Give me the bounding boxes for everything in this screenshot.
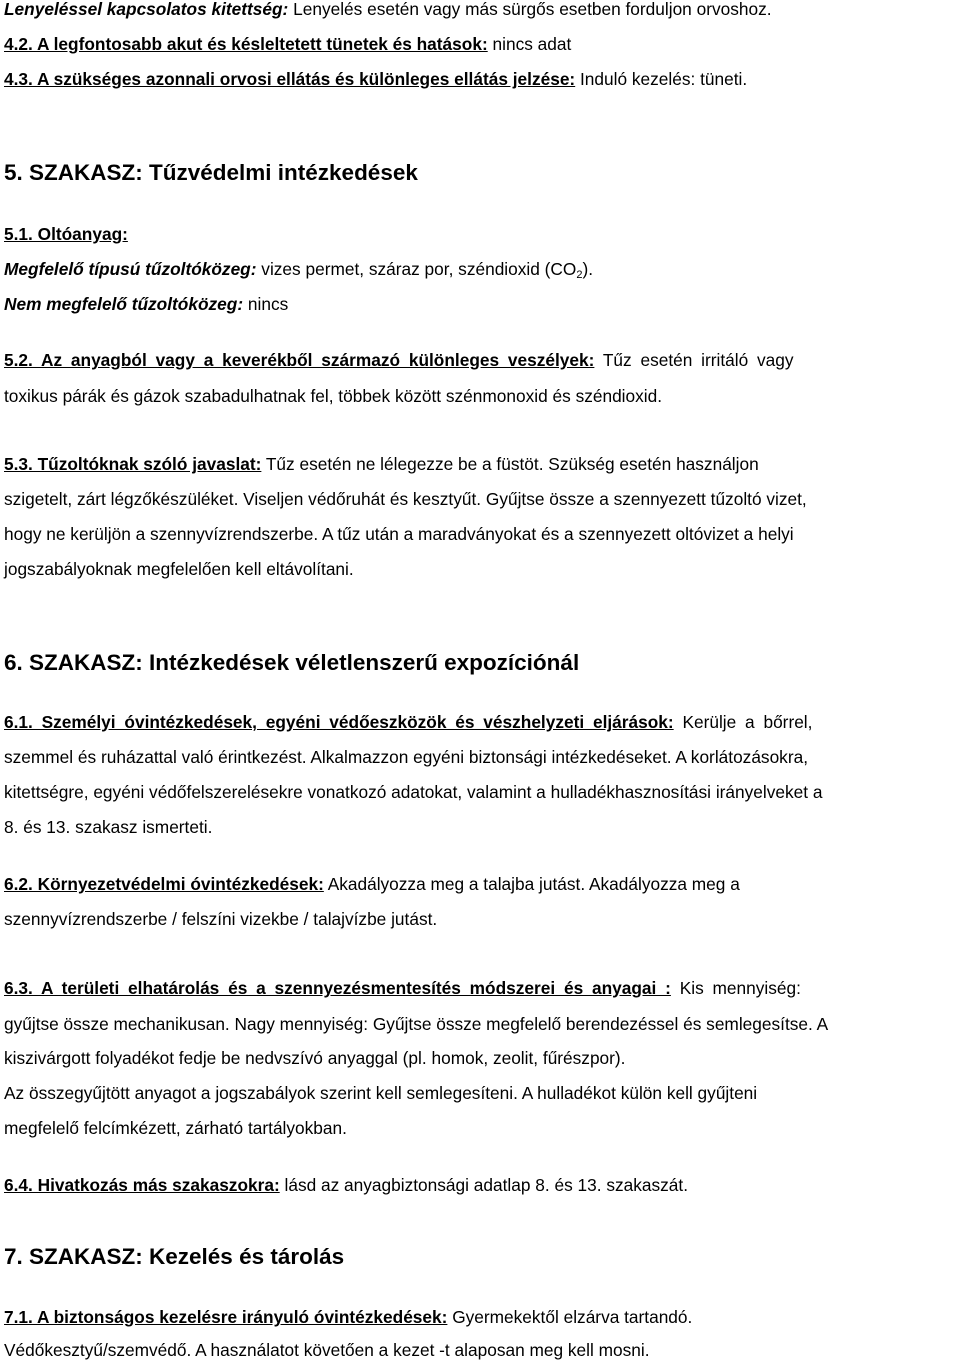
section-6-3-line-5: megfelelő felcímkézett, zárható tartályokban. bbox=[4, 1118, 347, 1138]
section-5-3 bbox=[4, 453, 759, 475]
exposure-line bbox=[4, 0, 772, 20]
section-6-4-text: lásd az anyagbiztonsági adatlap 8. és 13. szakaszát. bbox=[279, 1175, 688, 1195]
section-4-2-heading: 4.2. A legfontosabb akut és késleltetett tünetek és hatások: bbox=[4, 34, 488, 54]
section-7-title: 7. SZAKASZ: Kezelés és tárolás bbox=[4, 1244, 345, 1269]
section-7-1 bbox=[4, 1306, 692, 1328]
section-5-1-heading bbox=[4, 223, 128, 245]
section-6-1-heading: 6.1. Személyi óvintézkedések, egyéni védőeszközök és vészhelyzeti eljárások: bbox=[4, 712, 674, 732]
suitable-media-label: Megfelelő típusú tűzoltóközeg: bbox=[4, 259, 257, 279]
section-5-2-heading: 5.2. Az anyagból vagy a keverékből származó különleges veszélyek: bbox=[4, 350, 595, 370]
section-5-3-heading: 5.3. Tűzoltóknak szóló javaslat: bbox=[4, 454, 262, 474]
section-7-1-heading: 7.1. A biztonságos kezelésre irányuló óvintézkedések: bbox=[4, 1307, 448, 1327]
section-6-3 bbox=[4, 977, 801, 999]
section-7-1-line-2: Védőkesztyű/szemvédő. A használatot követően a kezet -t alaposan meg kell mosni. bbox=[4, 1340, 650, 1360]
section-6-3-line-2: gyűjtse össze mechanikusan. Nagy mennyiség: Gyűjtse össze megfelelő berendezéssel és semlegesítse. A bbox=[4, 1014, 829, 1034]
section-6-2-line-2: szennyvízrendszerbe / felszíni vizekbe / talajvízbe jutást. bbox=[4, 909, 438, 929]
section-6-2-text: Akadályozza meg a talajba jutást. Akadályozza meg a bbox=[323, 874, 740, 894]
unsuitable-media-text: nincs bbox=[243, 294, 289, 314]
section-4-2 bbox=[4, 33, 571, 55]
section-5-2-text: Tűz esetén irritáló vagy bbox=[594, 350, 794, 370]
unsuitable-media-label: Nem megfelelő tűzoltóközeg: bbox=[4, 294, 244, 314]
section-6-2-heading: 6.2. Környezetvédelmi óvintézkedések: bbox=[4, 874, 324, 894]
section-6-1-line-2: szemmel és ruházattal való érintkezést. Alkalmazzon egyéni biztonsági intézkedéseket. A korlátozásokra, bbox=[4, 747, 808, 767]
section-5-title: 5. SZAKASZ: Tűzvédelmi intézkedések bbox=[4, 160, 418, 185]
exposure-label: Lenyeléssel kapcsolatos kitettség: bbox=[4, 0, 289, 19]
unsuitable-media-line bbox=[4, 293, 288, 315]
section-5-3-line-3: hogy ne kerüljön a szennyvízrendszerbe. A tűz után a maradványokat és a szennyezett oltóvizet a helyi bbox=[4, 524, 794, 544]
section-4-2-text: nincs adat bbox=[487, 34, 572, 54]
section-4-3-text: Induló kezelés: tüneti. bbox=[575, 69, 748, 89]
section-6-1-line-3: kitettségre, egyéni védőfelszerelésekre vonatkozó adatokat, valamint a hulladékhasznosítási irányelveket a bbox=[4, 782, 823, 802]
suitable-media-line bbox=[4, 258, 593, 280]
section-6-1 bbox=[4, 711, 812, 733]
exposure-text: Lenyelés esetén vagy más sürgős esetben forduljon orvoshoz. bbox=[288, 0, 772, 19]
section-6-4 bbox=[4, 1174, 688, 1196]
section-6-3-line-4: Az összegyűjtött anyagot a jogszabályok szerint kell semlegesíteni. A hulladékot külön kell gyűjteni bbox=[4, 1083, 758, 1103]
section-5-2-line-2: toxikus párák és gázok szabadulhatnak fel, többek között szénmonoxid és széndioxid. bbox=[4, 386, 663, 406]
section-6-3-heading: 6.3. A területi elhatárolás és a szennyezésmentesítés módszerei és anyagai : bbox=[4, 978, 671, 998]
section-4-3 bbox=[4, 68, 747, 90]
section-5-1-label: 5.1. Oltóanyag: bbox=[4, 224, 128, 244]
section-6-title: 6. SZAKASZ: Intézkedések véletlenszerű expozíciónál bbox=[4, 650, 580, 675]
section-5-2 bbox=[4, 349, 794, 371]
section-4-3-heading: 4.3. A szükséges azonnali orvosi ellátás és különleges ellátás jelzése: bbox=[4, 69, 576, 89]
section-6-4-heading: 6.4. Hivatkozás más szakaszokra: bbox=[4, 1175, 280, 1195]
suitable-media-text: vizes permet, száraz por, széndioxid (CO bbox=[256, 259, 577, 279]
section-6-2 bbox=[4, 873, 740, 895]
section-6-1-text: Kerülje a bőrrel, bbox=[673, 712, 813, 732]
co2-subscript: 2 bbox=[576, 269, 583, 281]
section-5-3-text: Tűz esetén ne lélegezze be a füstöt. Szükség esetén használjon bbox=[261, 454, 759, 474]
suitable-media-text-end: ). bbox=[582, 259, 594, 279]
section-5-3-line-4: jogszabályoknak megfelelően kell eltávolítani. bbox=[4, 559, 354, 579]
section-7-1-text: Gyermekektől elzárva tartandó. bbox=[447, 1307, 693, 1327]
section-6-3-text: Kis mennyiség: bbox=[670, 978, 801, 998]
section-6-3-line-3: kiszivárgott folyadékot fedje be nedvszívó anyaggal (pl. homok, zeolit, fűrészpor). bbox=[4, 1048, 626, 1068]
section-5-3-line-2: szigetelt, zárt légzőkészüléket. Viseljen védőruhát és kesztyűt. Gyűjtse össze a szennyezett tűzoltó vizet, bbox=[4, 489, 807, 509]
section-6-1-line-4: 8. és 13. szakasz ismerteti. bbox=[4, 817, 213, 837]
